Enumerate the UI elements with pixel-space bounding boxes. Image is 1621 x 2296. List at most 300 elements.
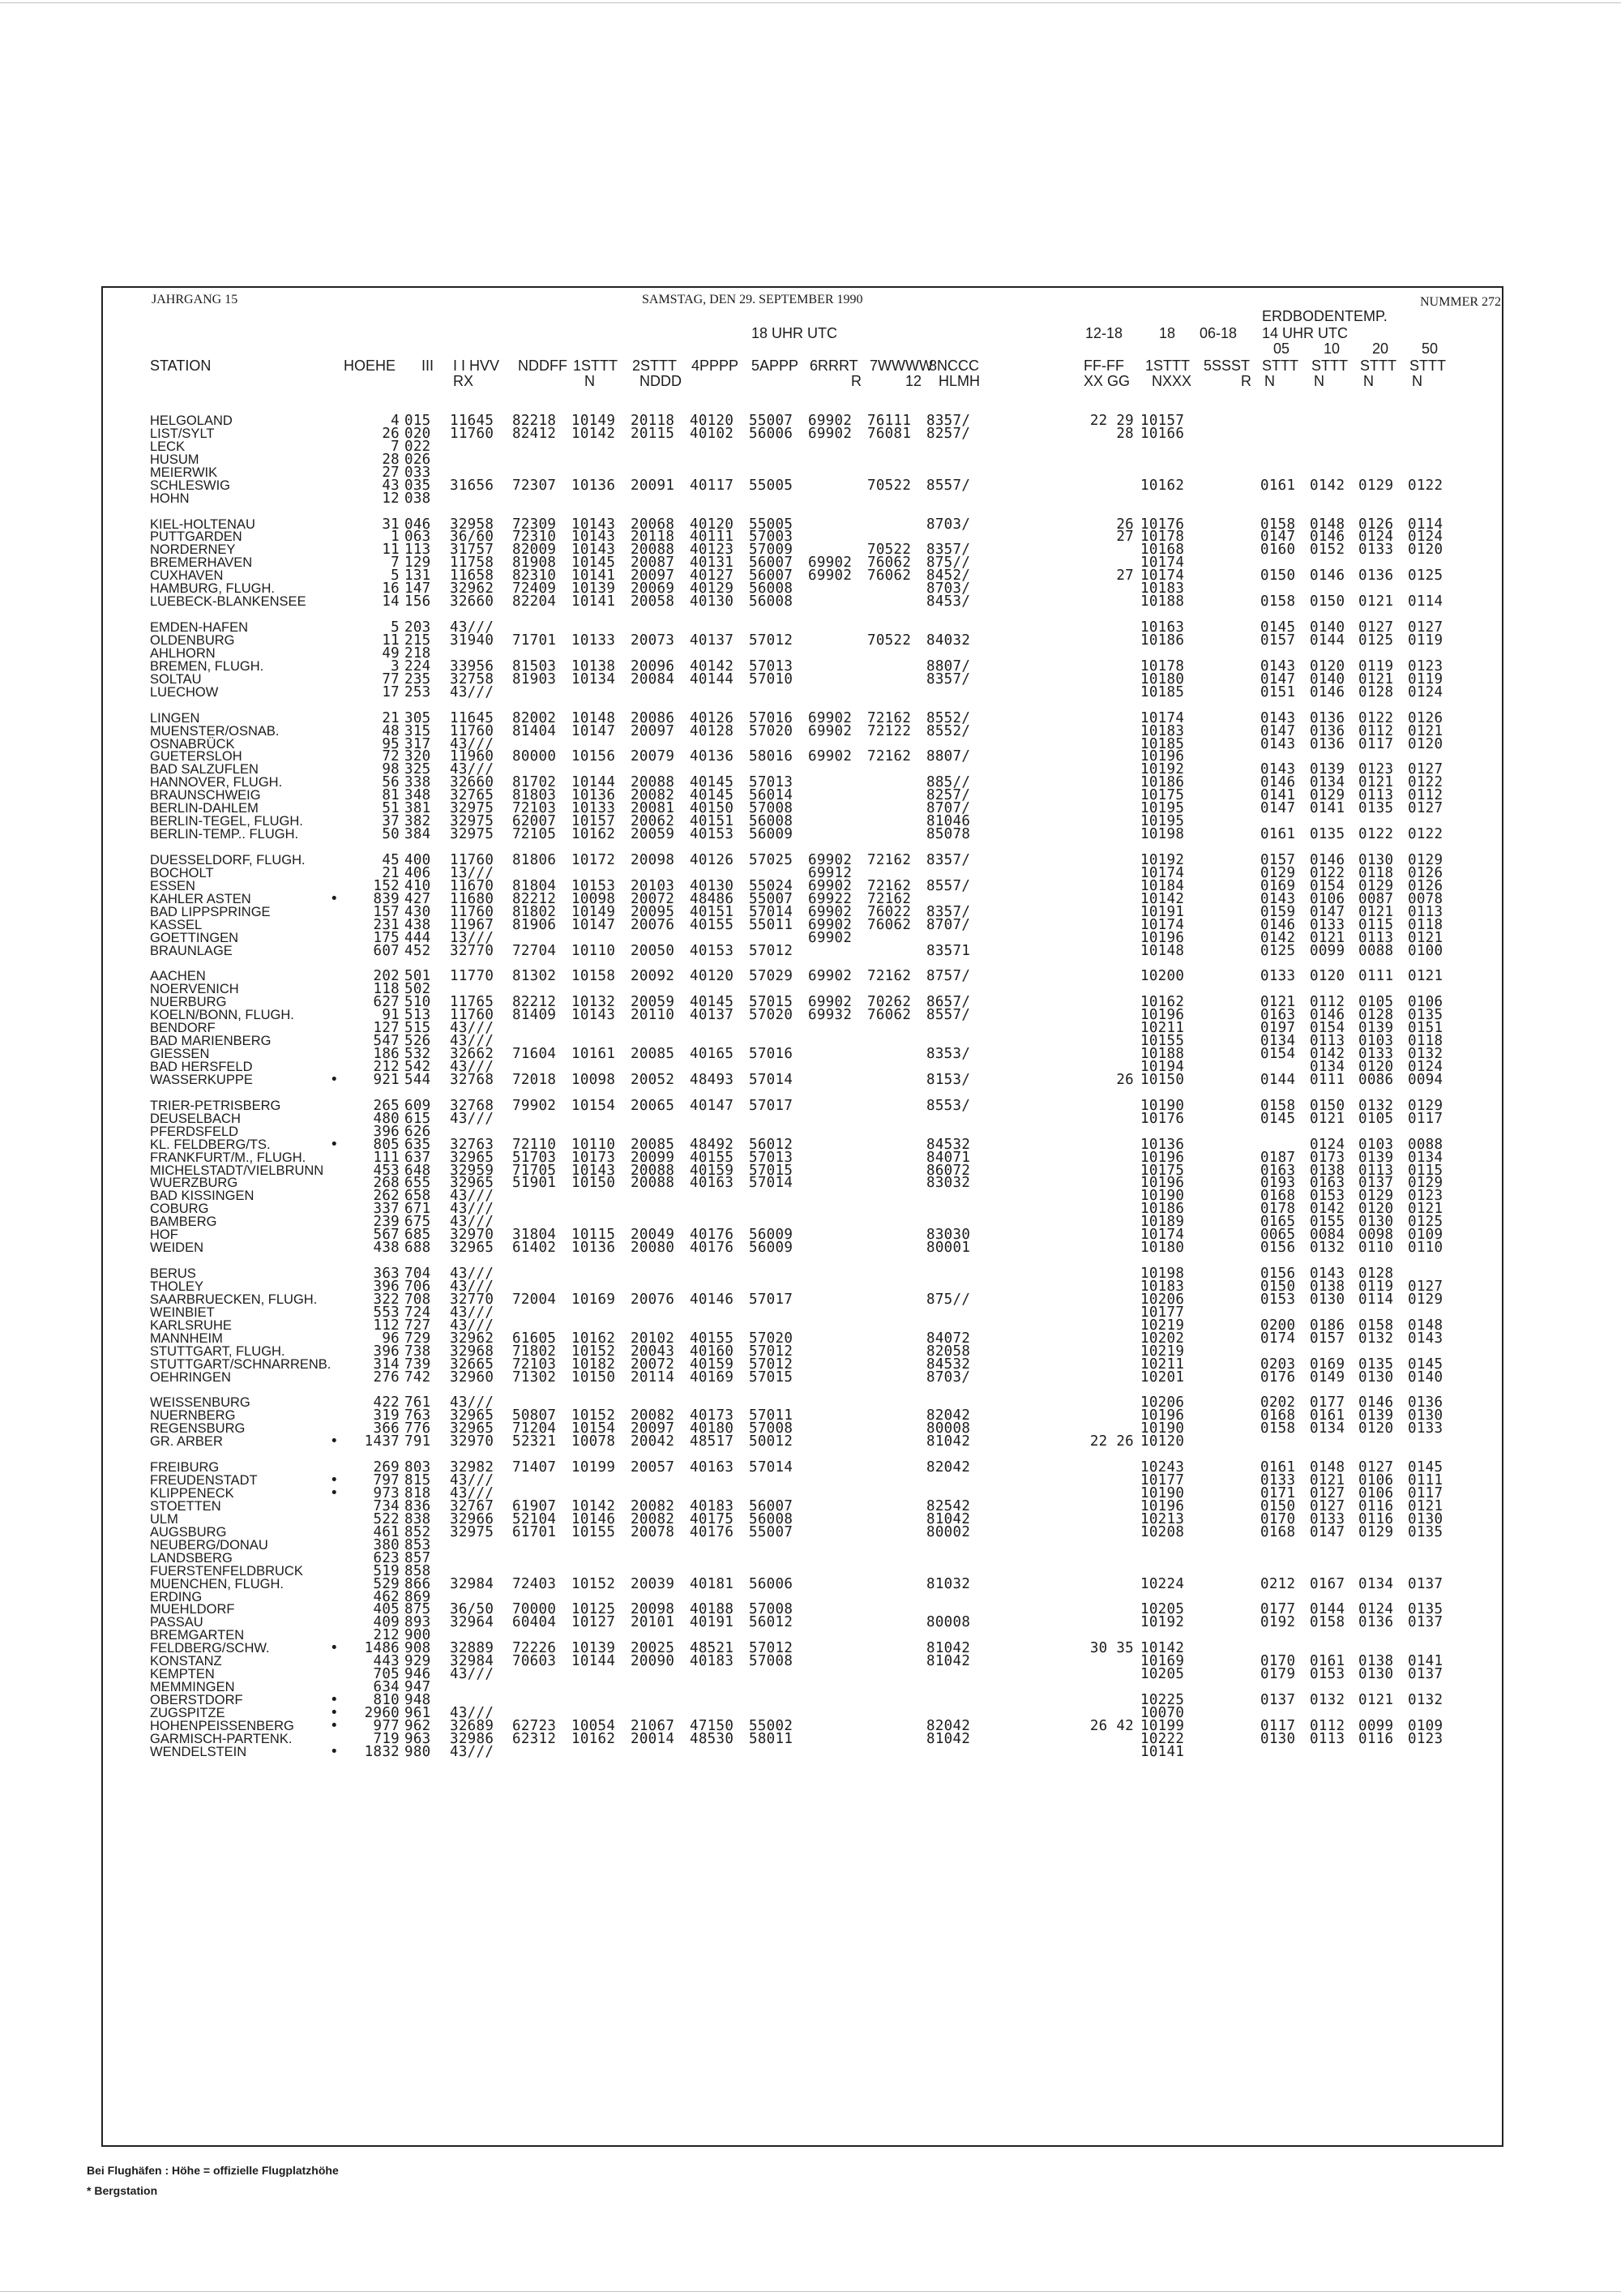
val-1sttt-b: 10150 bbox=[1140, 1071, 1185, 1088]
val-2sttt: 20080 bbox=[631, 1240, 675, 1257]
station-height: 11 bbox=[382, 632, 400, 649]
val-5appp: 57013 bbox=[749, 774, 793, 791]
station-name: KARLSRUHE bbox=[150, 1317, 232, 1333]
station-index: 815 bbox=[404, 1472, 431, 1489]
val-nddff: 72403 bbox=[512, 1575, 557, 1592]
val-1sttt-b: 10183 bbox=[1140, 580, 1185, 598]
station-name: BERLIN-DAHLEM bbox=[150, 801, 259, 816]
val-4pppp: 40176 bbox=[690, 1240, 734, 1257]
station-name: STUTTGART/SCHNARRENB. bbox=[150, 1356, 331, 1372]
val-soil-20: 0128 bbox=[1358, 683, 1394, 700]
val-4pppp: 40155 bbox=[690, 916, 734, 933]
val-soil-10: 0134 bbox=[1310, 774, 1345, 791]
station-name: MANNHEIM bbox=[150, 1330, 223, 1346]
val-soil-10: 0146 bbox=[1310, 683, 1345, 700]
val-soil-20: 0132 bbox=[1358, 1330, 1394, 1347]
val-2sttt: 20091 bbox=[631, 477, 675, 494]
station-index: 838 bbox=[404, 1510, 431, 1527]
val-soil-05: 0143 bbox=[1260, 658, 1296, 675]
station-height: 396 bbox=[373, 1278, 400, 1295]
station-index: 156 bbox=[404, 593, 431, 610]
station-name: KIEL-HOLTENAU bbox=[150, 516, 255, 532]
station-height: 111 bbox=[373, 1149, 400, 1166]
val-2sttt: 20082 bbox=[631, 1497, 675, 1514]
val-2sttt: 20087 bbox=[631, 555, 675, 572]
col-7wwww: 7WWWW bbox=[870, 358, 933, 374]
val-1sttt: 10125 bbox=[571, 1601, 616, 1618]
val-iihvv: 33956 bbox=[450, 658, 494, 675]
val-1sttt-b: 10177 bbox=[1140, 1304, 1185, 1321]
station-name: LANDSBERG bbox=[150, 1550, 233, 1566]
val-soil-10: 0138 bbox=[1310, 1162, 1345, 1179]
val-1sttt-b: 10162 bbox=[1140, 477, 1185, 494]
val-1sttt: 10154 bbox=[571, 1420, 616, 1437]
station-name: GR. ARBER bbox=[150, 1434, 223, 1450]
val-iihvv: 11680 bbox=[450, 890, 494, 907]
val-1sttt-b: 10196 bbox=[1140, 748, 1185, 765]
val-iihvv: 13/// bbox=[450, 864, 494, 881]
val-nddff: 82218 bbox=[512, 413, 557, 429]
val-soil-20: 0138 bbox=[1358, 1653, 1394, 1670]
val-2sttt: 21067 bbox=[631, 1717, 675, 1734]
val-nddff: 82009 bbox=[512, 542, 557, 559]
station-height: 231 bbox=[373, 916, 400, 933]
val-nddff: 82212 bbox=[512, 994, 557, 1011]
val-8nccc: 8353/ bbox=[926, 1046, 971, 1063]
val-soil-50: 0141 bbox=[1408, 1653, 1444, 1670]
station-height: 422 bbox=[373, 1394, 400, 1411]
val-1sttt-b: 10155 bbox=[1140, 1033, 1185, 1050]
jahrgang-label: JAHRGANG 15 bbox=[152, 293, 238, 306]
val-soil-05: 0177 bbox=[1260, 1601, 1296, 1618]
station-height: 43 bbox=[382, 477, 400, 494]
table-row bbox=[103, 944, 1505, 959]
station-name: AHLHORN bbox=[150, 645, 216, 661]
station-height: 51 bbox=[382, 800, 400, 817]
val-soil-10: 0146 bbox=[1310, 851, 1345, 868]
val-4pppp: 40160 bbox=[690, 1343, 734, 1360]
val-4pppp: 48517 bbox=[690, 1433, 734, 1450]
val-1sttt: 10152 bbox=[571, 1575, 616, 1592]
station-index: 406 bbox=[404, 864, 431, 881]
val-6rrrt: 69902 bbox=[808, 929, 853, 946]
val-nddff: 81804 bbox=[512, 877, 557, 894]
val-4pppp: 48492 bbox=[690, 1136, 734, 1153]
val-soil-05: 0203 bbox=[1260, 1356, 1296, 1373]
station-height: 81 bbox=[382, 787, 400, 804]
val-soil-20: 0139 bbox=[1358, 1407, 1394, 1424]
station-index: 348 bbox=[404, 787, 431, 804]
val-soil-20: 0129 bbox=[1358, 877, 1394, 894]
station-name: WASSERKUPPE bbox=[150, 1072, 253, 1087]
val-5appp: 57013 bbox=[749, 658, 793, 675]
val-soil-20: 0113 bbox=[1358, 1162, 1394, 1179]
station-height: 1832 bbox=[364, 1743, 400, 1760]
station-name: WENDELSTEIN bbox=[150, 1744, 247, 1759]
val-iihvv: 11960 bbox=[450, 748, 494, 765]
val-soil-50: 0140 bbox=[1408, 1369, 1444, 1386]
station-name: BOCHOLT bbox=[150, 865, 214, 880]
val-8nccc: 82542 bbox=[926, 1497, 971, 1514]
val-1sttt-b: 10180 bbox=[1140, 1240, 1185, 1257]
val-2sttt: 20096 bbox=[631, 658, 675, 675]
val-8nccc: 8552/ bbox=[926, 722, 971, 739]
table-row bbox=[103, 1434, 1505, 1450]
val-nddff: 60404 bbox=[512, 1614, 557, 1631]
val-soil-20: 0134 bbox=[1358, 1575, 1394, 1592]
val-soil-05: 0133 bbox=[1260, 1472, 1296, 1489]
val-soil-05: 0168 bbox=[1260, 1523, 1296, 1540]
station-name: KAHLER ASTEN bbox=[150, 891, 251, 906]
station-height: 5 bbox=[391, 568, 400, 585]
station-name: LUECHOW bbox=[150, 684, 219, 700]
val-soil-05: 0146 bbox=[1260, 774, 1296, 791]
val-soil-05: 0154 bbox=[1260, 1046, 1296, 1063]
val-soil-20: 0116 bbox=[1358, 1510, 1394, 1527]
val-soil-10: 0141 bbox=[1310, 800, 1345, 817]
val-2sttt: 20014 bbox=[631, 1730, 675, 1747]
val-8nccc: 81032 bbox=[926, 1575, 971, 1592]
val-4pppp: 40155 bbox=[690, 1149, 734, 1166]
station-name: BENDORF bbox=[150, 1021, 216, 1036]
val-soil-50: 0122 bbox=[1408, 774, 1444, 791]
station-height: 529 bbox=[373, 1575, 400, 1592]
val-iihvv: 31656 bbox=[450, 477, 494, 494]
station-height: 95 bbox=[382, 735, 400, 752]
val-1sttt: 10153 bbox=[571, 877, 616, 894]
val-soil-10: 0134 bbox=[1310, 1420, 1345, 1437]
val-1sttt-b: 10196 bbox=[1140, 1149, 1185, 1166]
val-8nccc: 81046 bbox=[926, 813, 971, 830]
station-name: OSNABRÜCK bbox=[150, 736, 235, 752]
val-soil-50: 0125 bbox=[1408, 1214, 1444, 1231]
val-2sttt: 20062 bbox=[631, 813, 675, 830]
station-index: 963 bbox=[404, 1730, 431, 1747]
val-1sttt-b: 10196 bbox=[1140, 1007, 1185, 1024]
val-soil-20: 0136 bbox=[1358, 1614, 1394, 1631]
col-6rrrt: 6RRRT bbox=[810, 358, 858, 374]
val-1sttt: 10143 bbox=[571, 1007, 616, 1024]
val-iihvv: 32962 bbox=[450, 580, 494, 598]
station-index: 761 bbox=[404, 1394, 431, 1411]
val-iihvv: 11645 bbox=[450, 709, 494, 726]
val-1sttt: 10078 bbox=[571, 1433, 616, 1450]
val-iihvv: 43/// bbox=[450, 735, 494, 752]
val-iihvv: 32665 bbox=[450, 1356, 494, 1373]
station-index: 542 bbox=[404, 1059, 431, 1075]
col-utc14: 14 UHR UTC bbox=[1262, 325, 1349, 341]
station-height: 839 bbox=[373, 890, 400, 907]
val-1sttt-b: 10188 bbox=[1140, 593, 1185, 610]
val-1sttt-b: 10178 bbox=[1140, 529, 1185, 546]
val-soil-05: 0187 bbox=[1260, 1149, 1296, 1166]
station-index: 706 bbox=[404, 1278, 431, 1295]
val-soil-10: 0153 bbox=[1310, 1666, 1345, 1683]
val-1sttt-b: 10142 bbox=[1140, 1640, 1185, 1657]
val-soil-50: 0120 bbox=[1408, 735, 1444, 752]
val-ffff: 30 35 bbox=[1089, 1640, 1134, 1657]
station-name: HANNOVER, FLUGH. bbox=[150, 775, 283, 790]
val-7wwww: 72122 bbox=[867, 722, 912, 739]
station-index: 615 bbox=[404, 1110, 431, 1127]
val-iihvv: 32965 bbox=[450, 1240, 494, 1257]
val-4pppp: 40151 bbox=[690, 813, 734, 830]
val-5appp: 57020 bbox=[749, 1007, 793, 1024]
val-soil-20: 0110 bbox=[1358, 1240, 1394, 1257]
station-name: KL. FELDBERG/TS. bbox=[150, 1137, 271, 1152]
val-soil-20: 0129 bbox=[1358, 477, 1394, 494]
val-4pppp: 40137 bbox=[690, 632, 734, 649]
val-1sttt: 10148 bbox=[571, 709, 616, 726]
val-iihvv: 43/// bbox=[450, 1266, 494, 1283]
val-5appp: 55007 bbox=[749, 890, 793, 907]
col-1218: 12-18 bbox=[1085, 325, 1123, 341]
station-index: 381 bbox=[404, 800, 431, 817]
station-height: 202 bbox=[373, 968, 400, 985]
val-2sttt: 20082 bbox=[631, 787, 675, 804]
val-1sttt: 10156 bbox=[571, 748, 616, 765]
val-soil-20: 0103 bbox=[1358, 1136, 1394, 1153]
val-1sttt-b: 10206 bbox=[1140, 1291, 1185, 1308]
val-5appp: 57015 bbox=[749, 1369, 793, 1386]
station-height: 186 bbox=[373, 1046, 400, 1063]
val-soil-05: 0163 bbox=[1260, 1162, 1296, 1179]
col-depth-05: 05 bbox=[1273, 341, 1290, 357]
val-soil-50: 0127 bbox=[1408, 761, 1444, 778]
val-2sttt: 20025 bbox=[631, 1640, 675, 1657]
col-xxgg: XX GG bbox=[1084, 373, 1131, 389]
station-name: COBURG bbox=[150, 1202, 209, 1217]
col-depth-10: 10 bbox=[1324, 341, 1341, 357]
val-iihvv: 43/// bbox=[450, 1485, 494, 1502]
val-1sttt: 10143 bbox=[571, 1162, 616, 1179]
station-index: 900 bbox=[404, 1627, 431, 1644]
val-1sttt-b: 10196 bbox=[1140, 929, 1185, 946]
val-soil-50: 0112 bbox=[1408, 787, 1444, 804]
station-height: 462 bbox=[373, 1588, 400, 1605]
station-index: 776 bbox=[404, 1420, 431, 1437]
val-soil-10: 0122 bbox=[1310, 864, 1345, 881]
val-2sttt: 20082 bbox=[631, 1407, 675, 1424]
station-name: HOHENPEISSENBERG bbox=[150, 1718, 294, 1733]
val-soil-20: 0105 bbox=[1358, 994, 1394, 1011]
station-height: 921 bbox=[373, 1071, 400, 1088]
val-4pppp: 40176 bbox=[690, 1227, 734, 1244]
val-soil-50: 0117 bbox=[1408, 1110, 1444, 1127]
val-soil-20: 0127 bbox=[1358, 619, 1394, 636]
val-soil-20: 0106 bbox=[1358, 1472, 1394, 1489]
val-1sttt: 10139 bbox=[571, 1640, 616, 1657]
val-soil-10: 0134 bbox=[1310, 1059, 1345, 1075]
val-2sttt: 20043 bbox=[631, 1343, 675, 1360]
val-nddff: 71701 bbox=[512, 632, 557, 649]
val-soil-05: 0158 bbox=[1260, 516, 1296, 533]
col-n-b: N bbox=[1314, 373, 1324, 389]
col-depth-20: 20 bbox=[1372, 341, 1389, 357]
val-soil-10: 0146 bbox=[1310, 568, 1345, 585]
val-1sttt-b: 10198 bbox=[1140, 1266, 1185, 1283]
val-1sttt: 10169 bbox=[571, 1291, 616, 1308]
val-soil-20: 0098 bbox=[1358, 1227, 1394, 1244]
val-soil-20: 0099 bbox=[1358, 1717, 1394, 1734]
val-iihvv: 11670 bbox=[450, 877, 494, 894]
val-4pppp: 40159 bbox=[690, 1162, 734, 1179]
val-8nccc: 82058 bbox=[926, 1343, 971, 1360]
station-height: 17 bbox=[382, 683, 400, 700]
station-height: 212 bbox=[373, 1059, 400, 1075]
station-name: BAD MARIENBERG bbox=[150, 1034, 272, 1049]
station-index: 203 bbox=[404, 619, 431, 636]
mountain-marker: • bbox=[330, 1705, 339, 1721]
station-height: 719 bbox=[373, 1730, 400, 1747]
val-4pppp: 40165 bbox=[690, 1046, 734, 1063]
val-7wwww: 76062 bbox=[867, 555, 912, 572]
station-index: 947 bbox=[404, 1679, 431, 1696]
val-soil-20: 0137 bbox=[1358, 1175, 1394, 1192]
val-1sttt: 10144 bbox=[571, 1653, 616, 1670]
val-iihvv: 43/// bbox=[450, 1020, 494, 1037]
val-5appp: 57017 bbox=[749, 1291, 793, 1308]
val-6rrrt: 69902 bbox=[808, 413, 853, 429]
val-1sttt: 10161 bbox=[571, 1046, 616, 1063]
val-8nccc: 875// bbox=[926, 555, 971, 572]
val-soil-50: 0088 bbox=[1408, 1136, 1444, 1153]
val-1sttt-b: 10224 bbox=[1140, 1575, 1185, 1592]
val-soil-10: 0177 bbox=[1310, 1394, 1345, 1411]
issue-number: NUMMER 272 bbox=[1420, 295, 1502, 309]
station-index: 444 bbox=[404, 929, 431, 946]
val-soil-05: 0156 bbox=[1260, 1266, 1296, 1283]
val-soil-05: 0146 bbox=[1260, 916, 1296, 933]
val-5appp: 56007 bbox=[749, 1497, 793, 1514]
station-name: DEUSELBACH bbox=[150, 1111, 241, 1126]
station-index: 317 bbox=[404, 735, 431, 752]
val-nddff: 70603 bbox=[512, 1653, 557, 1670]
val-nddff: 79902 bbox=[512, 1097, 557, 1114]
val-iihvv: 32986 bbox=[450, 1730, 494, 1747]
val-2sttt: 20069 bbox=[631, 580, 675, 598]
val-soil-20: 0139 bbox=[1358, 1149, 1394, 1166]
table-row bbox=[103, 1370, 1505, 1386]
val-soil-50: 0117 bbox=[1408, 1485, 1444, 1502]
station-height: 56 bbox=[382, 774, 400, 791]
val-soil-20: 0120 bbox=[1358, 1201, 1394, 1218]
val-soil-10: 0121 bbox=[1310, 929, 1345, 946]
station-index: 739 bbox=[404, 1356, 431, 1373]
val-iihvv: 32982 bbox=[450, 1459, 494, 1476]
val-5appp: 56008 bbox=[749, 593, 793, 610]
val-4pppp: 40151 bbox=[690, 903, 734, 920]
val-1sttt: 10162 bbox=[571, 1330, 616, 1347]
val-1sttt-b: 10191 bbox=[1140, 903, 1185, 920]
station-index: 961 bbox=[404, 1705, 431, 1721]
val-1sttt: 10199 bbox=[571, 1459, 616, 1476]
val-soil-50: 0109 bbox=[1408, 1227, 1444, 1244]
val-1sttt-b: 10169 bbox=[1140, 1653, 1185, 1670]
val-soil-20: 0129 bbox=[1358, 1188, 1394, 1205]
val-soil-05: 0129 bbox=[1260, 864, 1296, 881]
station-name: FUERSTENFELDBRUCK bbox=[150, 1563, 303, 1578]
val-soil-10: 0147 bbox=[1310, 903, 1345, 920]
station-height: 366 bbox=[373, 1420, 400, 1437]
val-1sttt: 10150 bbox=[571, 1175, 616, 1192]
val-soil-20: 0116 bbox=[1358, 1497, 1394, 1514]
station-name: NUERNBERG bbox=[150, 1408, 236, 1424]
val-soil-05: 0161 bbox=[1260, 826, 1296, 843]
val-nddff: 72310 bbox=[512, 529, 557, 546]
val-soil-05: 0169 bbox=[1260, 877, 1296, 894]
val-soil-05: 0147 bbox=[1260, 670, 1296, 688]
val-1sttt: 10142 bbox=[571, 425, 616, 442]
val-5appp: 55005 bbox=[749, 477, 793, 494]
val-1sttt-b: 10186 bbox=[1140, 774, 1185, 791]
station-height: 262 bbox=[373, 1188, 400, 1205]
station-index: 609 bbox=[404, 1097, 431, 1114]
station-name: DUESSELDORF, FLUGH. bbox=[150, 852, 306, 867]
val-soil-05: 0133 bbox=[1260, 968, 1296, 985]
station-index: 513 bbox=[404, 1007, 431, 1024]
val-soil-05: 0147 bbox=[1260, 722, 1296, 739]
val-iihvv: 43/// bbox=[450, 1317, 494, 1334]
station-height: 405 bbox=[373, 1601, 400, 1618]
val-nddff: 81404 bbox=[512, 722, 557, 739]
station-index: 046 bbox=[404, 516, 431, 533]
col-utc18: 18 UHR UTC bbox=[751, 325, 838, 341]
val-8nccc: 8757/ bbox=[926, 968, 971, 985]
val-soil-20: 0146 bbox=[1358, 1394, 1394, 1411]
val-8nccc: 8807/ bbox=[926, 748, 971, 765]
val-soil-05: 0158 bbox=[1260, 593, 1296, 610]
val-4pppp: 40131 bbox=[690, 555, 734, 572]
val-soil-05: 0161 bbox=[1260, 477, 1296, 494]
val-iihvv: 32965 bbox=[450, 1420, 494, 1437]
station-index: 980 bbox=[404, 1743, 431, 1760]
val-7wwww: 76081 bbox=[867, 425, 912, 442]
station-height: 152 bbox=[373, 877, 400, 894]
val-soil-10: 0135 bbox=[1310, 826, 1345, 843]
station-height: 363 bbox=[373, 1266, 400, 1283]
val-nddff: 82412 bbox=[512, 425, 557, 442]
val-1sttt: 10110 bbox=[571, 942, 616, 959]
val-8nccc: 885// bbox=[926, 774, 971, 791]
station-index: 791 bbox=[404, 1433, 431, 1450]
val-4pppp: 40144 bbox=[690, 670, 734, 688]
val-5appp: 57016 bbox=[749, 1046, 793, 1063]
val-8nccc: 81042 bbox=[926, 1730, 971, 1747]
station-height: 12 bbox=[382, 490, 400, 507]
station-height: 127 bbox=[373, 1020, 400, 1037]
val-1sttt: 10136 bbox=[571, 477, 616, 494]
val-8nccc: 8557/ bbox=[926, 877, 971, 894]
station-name: BERLIN-TEMP.. FLUGH. bbox=[150, 827, 299, 842]
station-height: 118 bbox=[373, 981, 400, 998]
station-height: 96 bbox=[382, 1330, 400, 1347]
val-1sttt-b: 10183 bbox=[1140, 1278, 1185, 1295]
val-ffff: 22 29 bbox=[1089, 413, 1134, 429]
val-4pppp: 40145 bbox=[690, 787, 734, 804]
val-8nccc: 8553/ bbox=[926, 1097, 971, 1114]
station-name: NUERBURG bbox=[150, 995, 227, 1010]
val-4pppp: 40191 bbox=[690, 1614, 734, 1631]
date-label: SAMSTAG, DEN 29. SEPTEMBER 1990 bbox=[642, 293, 863, 306]
station-index: 708 bbox=[404, 1291, 431, 1308]
col-station: STATION bbox=[150, 358, 212, 374]
val-iihvv: 32889 bbox=[450, 1640, 494, 1657]
table-row bbox=[103, 827, 1505, 842]
val-iihvv: 32763 bbox=[450, 1136, 494, 1153]
val-8nccc: 8357/ bbox=[926, 851, 971, 868]
val-1sttt-b: 10178 bbox=[1140, 658, 1185, 675]
